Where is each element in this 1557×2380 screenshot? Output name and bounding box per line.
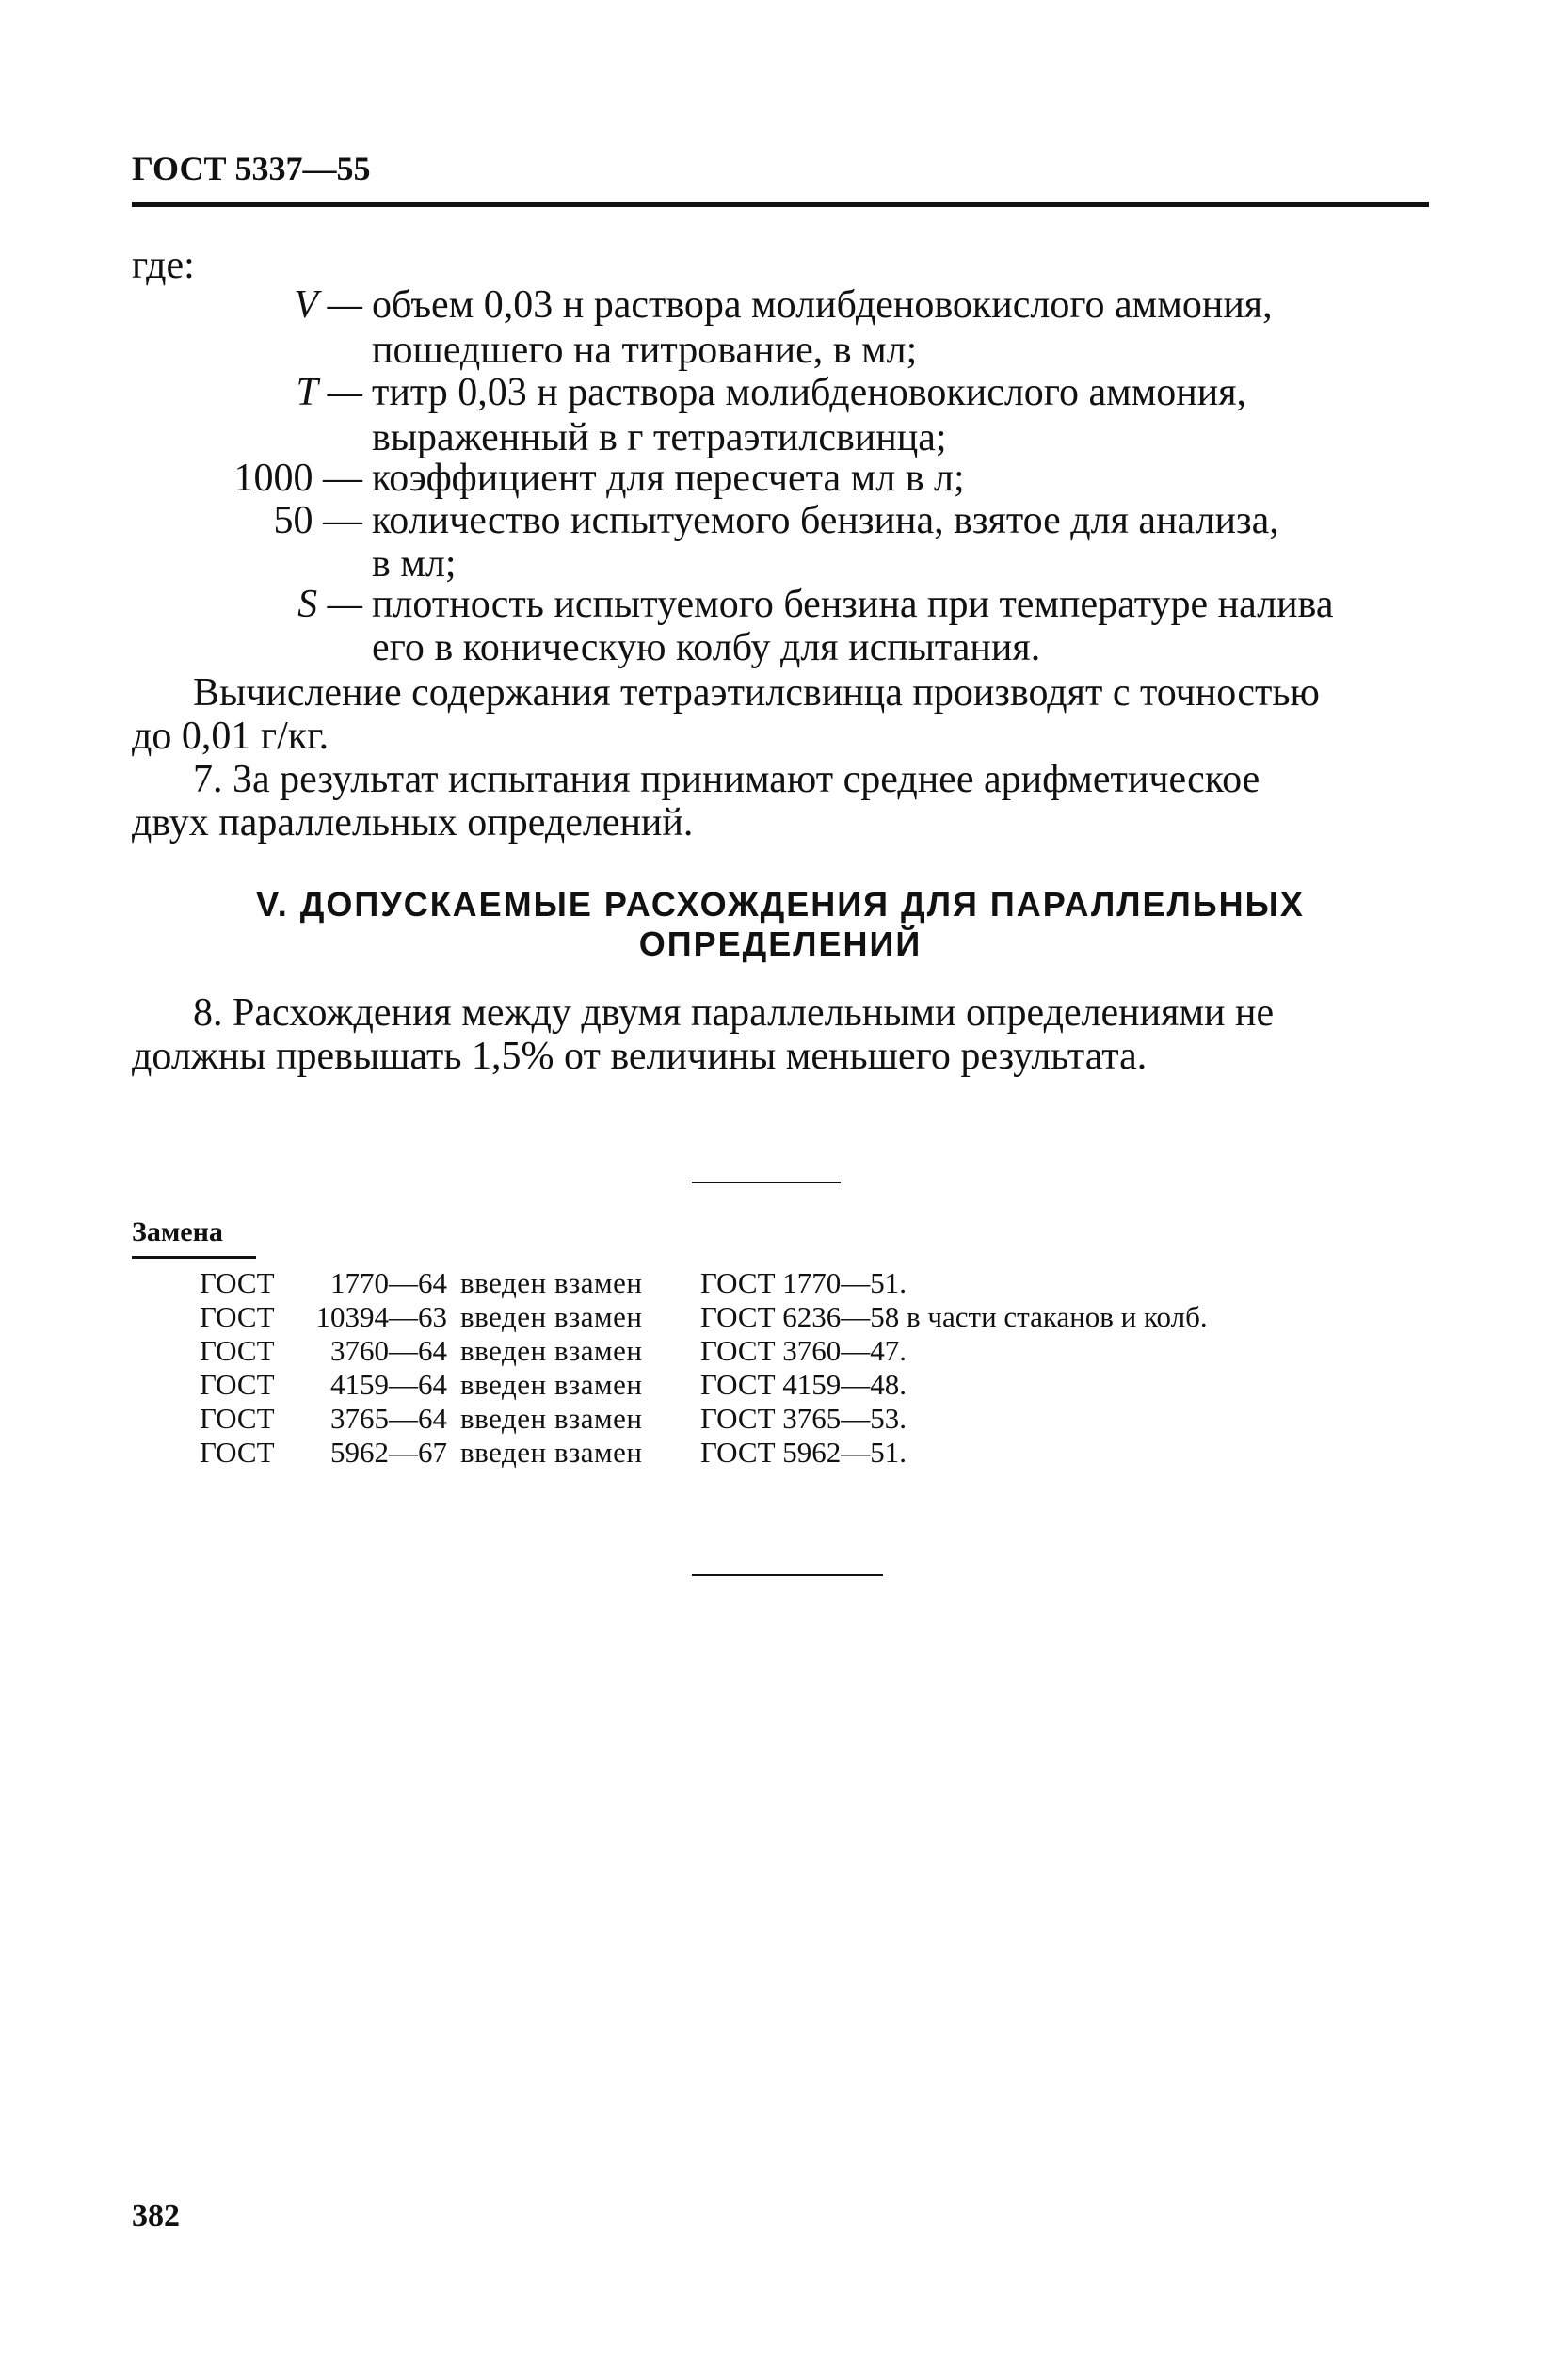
- replacement-row: [200, 1334, 907, 1368]
- replacement-replaced: ГОСТ 3765—53.: [700, 1402, 907, 1435]
- replacement-phrase: введен взамен: [460, 1334, 643, 1367]
- replacement-replaced: ГОСТ 3760—47.: [700, 1334, 907, 1367]
- replacement-replaced: ГОСТ 4159—48.: [700, 1368, 907, 1401]
- where-label: где:: [132, 244, 195, 287]
- replacement-number: 3760—64: [330, 1334, 447, 1367]
- replacement-prefix: ГОСТ: [200, 1266, 275, 1299]
- replacement-prefix: ГОСТ: [200, 1300, 275, 1333]
- replacement-number: 3765—64: [330, 1402, 447, 1435]
- separator-rule-top: [692, 1182, 841, 1183]
- replacement-row: [200, 1266, 907, 1300]
- legend-symbol-s: S —: [297, 583, 362, 626]
- replacement-prefix: ГОСТ: [200, 1334, 275, 1367]
- header-divider: [132, 202, 1429, 207]
- legend-desc-1000-line1: коэффициент для пересчета мл в л;: [372, 457, 965, 500]
- clause-8-line1: 8. Расхождения между двумя параллельными определениями не: [193, 991, 1275, 1035]
- calc-paragraph-line2: до 0,01 г/кг.: [132, 715, 329, 758]
- replacement-prefix: ГОСТ: [200, 1402, 275, 1435]
- calc-paragraph-line1: Вычисление содержания тетраэтилсвинца производят с точностью: [193, 671, 1320, 715]
- replacement-row: [200, 1436, 907, 1470]
- legend-desc-t-line1: титр 0,03 н раствора молибденовокислого аммония,: [372, 371, 1247, 414]
- legend-symbol-1000: 1000 —: [233, 457, 362, 500]
- replacement-number: 4159—64: [330, 1368, 447, 1401]
- replacement-replaced: ГОСТ 1770—51.: [700, 1266, 907, 1299]
- replacement-row: [200, 1368, 907, 1402]
- replacement-replaced: ГОСТ 6236—58 в части стаканов и колб.: [700, 1300, 1208, 1333]
- replacement-prefix: ГОСТ: [200, 1368, 275, 1401]
- replacement-phrase: введен взамен: [460, 1300, 643, 1333]
- replacement-phrase: введен взамен: [460, 1266, 643, 1299]
- replacement-label-underline: [132, 1256, 256, 1259]
- section-v-title-line1: V. ДОПУСКАЕМЫЕ РАСХОЖДЕНИЯ ДЛЯ ПАРАЛЛЕЛЬНЫХ: [256, 885, 1305, 924]
- legend-desc-v-line1: объем 0,03 н раствора молибденовокислого аммония,: [372, 283, 1273, 327]
- legend-desc-s-line2: его в коническую колбу для испытания.: [372, 626, 1041, 669]
- legend-desc-s-line1: плотность испытуемого бензина при температуре налива: [372, 583, 1334, 626]
- clause-8-line2: должны превышать 1,5% от величины меньшего результата.: [132, 1035, 1148, 1078]
- legend-desc-50-line2: в мл;: [372, 542, 457, 586]
- legend-desc-v-line2: пошедшего на титрование, в мл;: [372, 329, 918, 372]
- replacement-prefix: ГОСТ: [200, 1436, 275, 1469]
- replacement-number: 1770—64: [330, 1266, 447, 1299]
- replacement-phrase: введен взамен: [460, 1436, 643, 1469]
- clause-7-line2: двух параллельных определений.: [132, 801, 694, 844]
- legend-symbol-t: T —: [296, 371, 362, 414]
- replacement-phrase: введен взамен: [460, 1402, 643, 1435]
- section-v-title-line2: ОПРЕДЕЛЕНИЙ: [638, 925, 923, 963]
- page-number: 382: [132, 2198, 180, 2233]
- replacement-replaced: ГОСТ 5962—51.: [700, 1436, 907, 1469]
- replacement-label: Замена: [132, 1216, 223, 1247]
- replacement-phrase: введен взамен: [460, 1368, 643, 1401]
- replacement-row: [200, 1402, 907, 1436]
- separator-rule-bottom: [692, 1574, 883, 1576]
- document-code: ГОСТ 5337—55: [132, 150, 371, 187]
- legend-symbol-v: V —: [294, 283, 362, 327]
- legend-desc-t-line2: выраженный в г тетраэтилсвинца;: [372, 416, 947, 459]
- replacement-number: 10394—63: [315, 1300, 447, 1333]
- replacement-number: 5962—67: [330, 1436, 447, 1469]
- clause-7-line1: 7. За результат испытания принимают среднее арифметическое: [193, 758, 1260, 801]
- legend-desc-50-line1: количество испытуемого бензина, взятое для анализа,: [372, 499, 1279, 542]
- legend-symbol-50: 50 —: [273, 499, 362, 542]
- replacement-row: [200, 1300, 1208, 1334]
